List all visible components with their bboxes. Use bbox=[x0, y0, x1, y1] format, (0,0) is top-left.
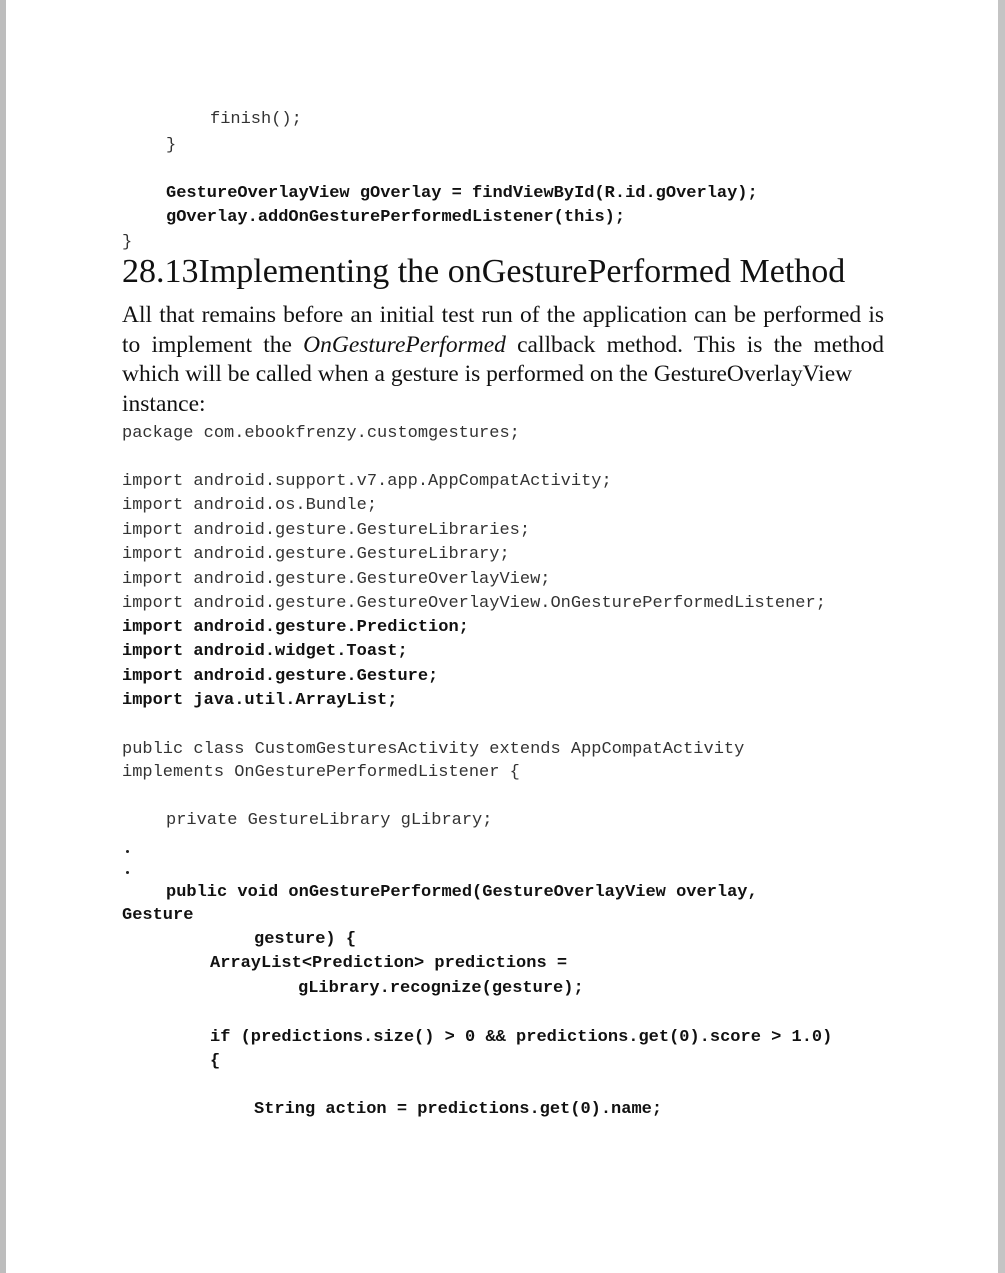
section-heading: 28.13Implementing the onGesturePerformed Method bbox=[122, 253, 846, 290]
ellipsis-dot bbox=[126, 871, 129, 874]
paragraph-last-line: instance: bbox=[122, 390, 206, 417]
paragraph-lead: All that remains before an initial test run of the application can be performed is to implement the bbox=[122, 302, 884, 358]
code-statement: String action = predictions.get(0).name; bbox=[254, 1100, 663, 1119]
code-class-decl: implements OnGesturePerformedListener { bbox=[122, 763, 520, 782]
code-import: import android.os.Bundle; bbox=[122, 496, 378, 515]
ellipsis-dot bbox=[126, 850, 129, 853]
code-import: import android.gesture.GestureOverlayView; bbox=[122, 570, 551, 589]
code-method: public void onGesturePerformed(GestureOverlayView overlay, bbox=[166, 883, 758, 902]
code-import: import android.gesture.Prediction; bbox=[122, 618, 469, 637]
code-import: import java.util.ArrayList; bbox=[122, 691, 398, 710]
code-if: if (predictions.size() > 0 && predictions.get(0).score > 1.0) bbox=[210, 1028, 833, 1047]
code-line: gOverlay.addOnGesturePerformedListener(this); bbox=[166, 208, 626, 227]
code-line: } bbox=[166, 136, 177, 155]
page-edge-left bbox=[0, 0, 6, 1273]
code-class-decl: public class CustomGesturesActivity extends AppCompatActivity bbox=[122, 740, 745, 759]
code-statement: ArrayList<Prediction> predictions = bbox=[210, 954, 568, 973]
code-line: GestureOverlayView gOverlay = findViewById(R.id.gOverlay); bbox=[166, 184, 758, 203]
code-statement: gLibrary.recognize(gesture); bbox=[298, 979, 584, 998]
code-line: finish(); bbox=[210, 110, 302, 129]
code-import: import android.gesture.GestureLibraries; bbox=[122, 521, 531, 540]
code-import: import android.support.v7.app.AppCompatActivity; bbox=[122, 472, 612, 491]
code-method: Gesture bbox=[122, 906, 194, 925]
paragraph-tail: callback method. This is the method which will be called when a gesture is performed on the GestureOverlayView bbox=[122, 331, 885, 387]
code-if: { bbox=[210, 1052, 221, 1071]
code-import: import android.gesture.Gesture; bbox=[122, 667, 439, 686]
code-import: import android.gesture.GestureLibrary; bbox=[122, 545, 510, 564]
page-edge-right bbox=[998, 0, 1005, 1273]
code-field: private GestureLibrary gLibrary; bbox=[166, 811, 493, 830]
paragraph-emphasis: OnGesturePerformed bbox=[303, 331, 506, 358]
code-package: package com.ebookfrenzy.customgestures; bbox=[122, 424, 520, 443]
body-paragraph bbox=[122, 301, 884, 419]
code-method: gesture) { bbox=[254, 930, 357, 949]
code-import: import android.gesture.GestureOverlayView.OnGesturePerformedListener; bbox=[122, 594, 826, 613]
code-line: } bbox=[122, 233, 133, 252]
code-import: import android.widget.Toast; bbox=[122, 642, 408, 661]
